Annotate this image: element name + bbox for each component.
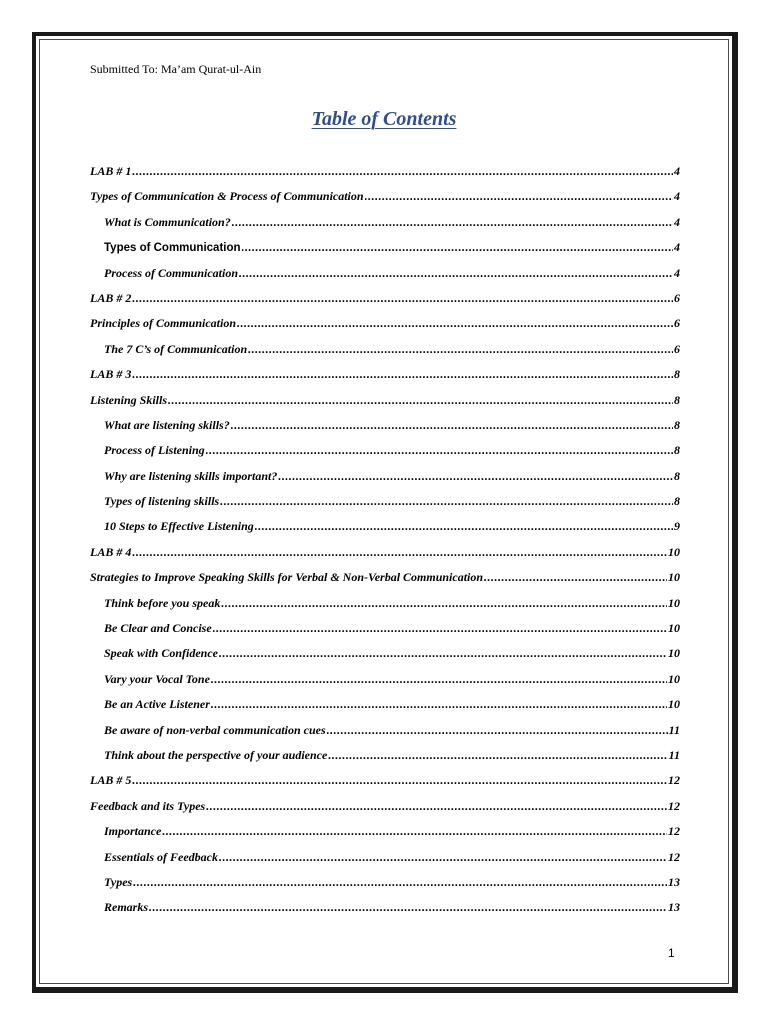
toc-entry-page: 4 — [674, 189, 680, 204]
table-of-contents — [90, 164, 680, 926]
toc-entry-page: 12 — [668, 824, 680, 839]
toc-entry[interactable] — [90, 621, 680, 646]
toc-entry-label: Types of listening skills — [104, 494, 220, 509]
toc-entry-page: 4 — [674, 265, 680, 280]
submitted-to-header: Submitted To: Ma’am Qurat-ul-Ain — [90, 62, 262, 76]
toc-entry-page: 6 — [674, 341, 680, 356]
toc-entry-label: Be aware of non-verbal communication cues — [104, 722, 326, 737]
toc-entry[interactable] — [90, 418, 680, 443]
toc-entry-page: 11 — [668, 747, 680, 762]
toc-entry[interactable] — [90, 850, 680, 875]
toc-entry[interactable] — [90, 824, 680, 849]
toc-leader-dots — [221, 596, 667, 611]
toc-entry-page: 10 — [668, 595, 680, 610]
toc-leader-dots — [206, 443, 673, 458]
toc-entry-page: 8 — [674, 443, 680, 458]
toc-entry-label: Principles of Communication — [90, 316, 237, 331]
toc-leader-dots — [248, 342, 673, 357]
toc-entry[interactable] — [90, 316, 680, 341]
page-number: 1 — [668, 946, 675, 960]
toc-leader-dots — [132, 291, 673, 306]
toc-entry-page: 10 — [668, 671, 680, 686]
toc-entry-page: 12 — [668, 798, 680, 813]
toc-entry-label: Vary your Vocal Tone — [104, 671, 210, 686]
toc-leader-dots — [162, 824, 667, 839]
toc-leader-dots — [232, 215, 673, 230]
toc-entry[interactable] — [90, 672, 680, 697]
toc-entry[interactable] — [90, 469, 680, 494]
toc-leader-dots — [211, 672, 667, 687]
toc-entry[interactable] — [90, 646, 680, 671]
toc-leader-dots — [133, 875, 667, 890]
toc-entry-page: 6 — [674, 316, 680, 331]
toc-leader-dots — [255, 519, 673, 534]
toc-leader-dots — [219, 850, 667, 865]
toc-entry-label: Types of Communication & Process of Communication — [90, 189, 364, 204]
toc-leader-dots — [327, 723, 668, 738]
toc-leader-dots — [132, 773, 667, 788]
toc-entry[interactable] — [90, 545, 680, 570]
toc-entry-page: 10 — [668, 646, 680, 661]
toc-entry-page: 4 — [674, 164, 680, 178]
toc-entry-label: Types — [104, 874, 133, 889]
toc-entry[interactable] — [90, 443, 680, 468]
toc-entry[interactable] — [90, 189, 680, 214]
toc-entry-label: Think before you speak — [104, 595, 221, 610]
toc-entry-label: LAB # 3 — [90, 367, 132, 382]
toc-entry[interactable] — [90, 367, 680, 392]
toc-entry-page: 12 — [668, 773, 680, 788]
toc-entry-page: 13 — [668, 874, 680, 889]
toc-entry-page: 12 — [668, 849, 680, 864]
toc-entry-label: What is Communication? — [104, 214, 231, 229]
toc-entry[interactable] — [90, 240, 680, 265]
toc-entry-label: Be Clear and Concise — [104, 621, 212, 636]
toc-leader-dots — [219, 646, 667, 661]
toc-entry-label: Remarks — [104, 900, 149, 915]
toc-entry[interactable] — [90, 900, 680, 925]
toc-entry-label: Process of Listening — [104, 443, 205, 458]
toc-entry-label: Importance — [104, 824, 162, 839]
toc-entry[interactable] — [90, 164, 680, 189]
toc-entry[interactable] — [90, 875, 680, 900]
toc-entry[interactable] — [90, 799, 680, 824]
toc-entry-page: 9 — [674, 519, 680, 534]
toc-entry-page: 6 — [674, 290, 680, 305]
toc-entry[interactable] — [90, 291, 680, 316]
toc-leader-dots — [211, 697, 667, 712]
toc-leader-dots — [213, 621, 667, 636]
toc-leader-dots — [206, 799, 667, 814]
toc-entry[interactable] — [90, 596, 680, 621]
toc-entry-label: LAB # 4 — [90, 544, 132, 559]
toc-entry-label: Speak with Confidence — [104, 646, 219, 661]
toc-entry[interactable] — [90, 266, 680, 291]
toc-leader-dots — [484, 570, 667, 585]
toc-leader-dots — [132, 545, 667, 560]
toc-entry-label: LAB # 5 — [90, 773, 132, 788]
toc-leader-dots — [220, 494, 673, 509]
toc-entry-page: 4 — [674, 240, 680, 255]
toc-entry-label: 10 Steps to Effective Listening — [104, 519, 254, 534]
toc-entry[interactable] — [90, 570, 680, 595]
toc-leader-dots — [132, 164, 673, 179]
toc-entry-label: What are listening skills? — [104, 417, 230, 432]
toc-leader-dots — [328, 748, 667, 763]
toc-leader-dots — [168, 393, 673, 408]
toc-entry-page: 4 — [674, 214, 680, 229]
toc-entry-page: 8 — [674, 468, 680, 483]
toc-entry[interactable] — [90, 342, 680, 367]
toc-leader-dots — [242, 240, 673, 255]
toc-entry[interactable] — [90, 215, 680, 240]
toc-entry-label: Process of Communication — [104, 265, 239, 280]
toc-entry-label: Think about the perspective of your audience — [104, 747, 328, 762]
toc-entry[interactable] — [90, 519, 680, 544]
toc-entry-label: Be an Active Listener — [104, 697, 210, 712]
toc-entry[interactable] — [90, 393, 680, 418]
toc-entry-label: The 7 C’s of Communication — [104, 341, 248, 356]
toc-entry-label: Why are listening skills important? — [104, 468, 278, 483]
toc-entry-page: 8 — [674, 392, 680, 407]
toc-entry[interactable] — [90, 773, 680, 798]
toc-entry-label: LAB # 2 — [90, 290, 132, 305]
toc-entry-page: 10 — [668, 697, 680, 712]
toc-leader-dots — [149, 900, 667, 915]
toc-entry-page: 8 — [674, 494, 680, 509]
toc-entry-label: Strategies to Improve Speaking Skills for Verbal & Non-Verbal Communication — [90, 570, 484, 585]
toc-entry-page: 8 — [674, 367, 680, 382]
toc-leader-dots — [278, 469, 673, 484]
toc-entry-page: 10 — [668, 570, 680, 585]
toc-entry-label: Listening Skills — [90, 392, 168, 407]
toc-leader-dots — [231, 418, 673, 433]
toc-entry-page: 10 — [668, 621, 680, 636]
toc-entry[interactable] — [90, 723, 680, 748]
toc-entry-page: 10 — [668, 544, 680, 559]
toc-leader-dots — [365, 189, 673, 204]
toc-entry[interactable] — [90, 494, 680, 519]
toc-entry-label: Feedback and its Types — [90, 798, 206, 813]
toc-entry[interactable] — [90, 748, 680, 773]
toc-leader-dots — [237, 316, 673, 331]
toc-entry-page: 11 — [668, 722, 680, 737]
toc-entry[interactable] — [90, 697, 680, 722]
toc-entry-label: Types of Communication — [104, 242, 241, 255]
toc-leader-dots — [239, 266, 673, 281]
toc-entry-label: Essentials of Feedback — [104, 849, 218, 864]
toc-entry-page: 13 — [668, 900, 680, 915]
toc-leader-dots — [132, 367, 673, 382]
toc-entry-label: LAB # 1 — [90, 164, 132, 178]
toc-title: Table of Contents — [311, 108, 457, 130]
toc-entry-page: 8 — [674, 417, 680, 432]
